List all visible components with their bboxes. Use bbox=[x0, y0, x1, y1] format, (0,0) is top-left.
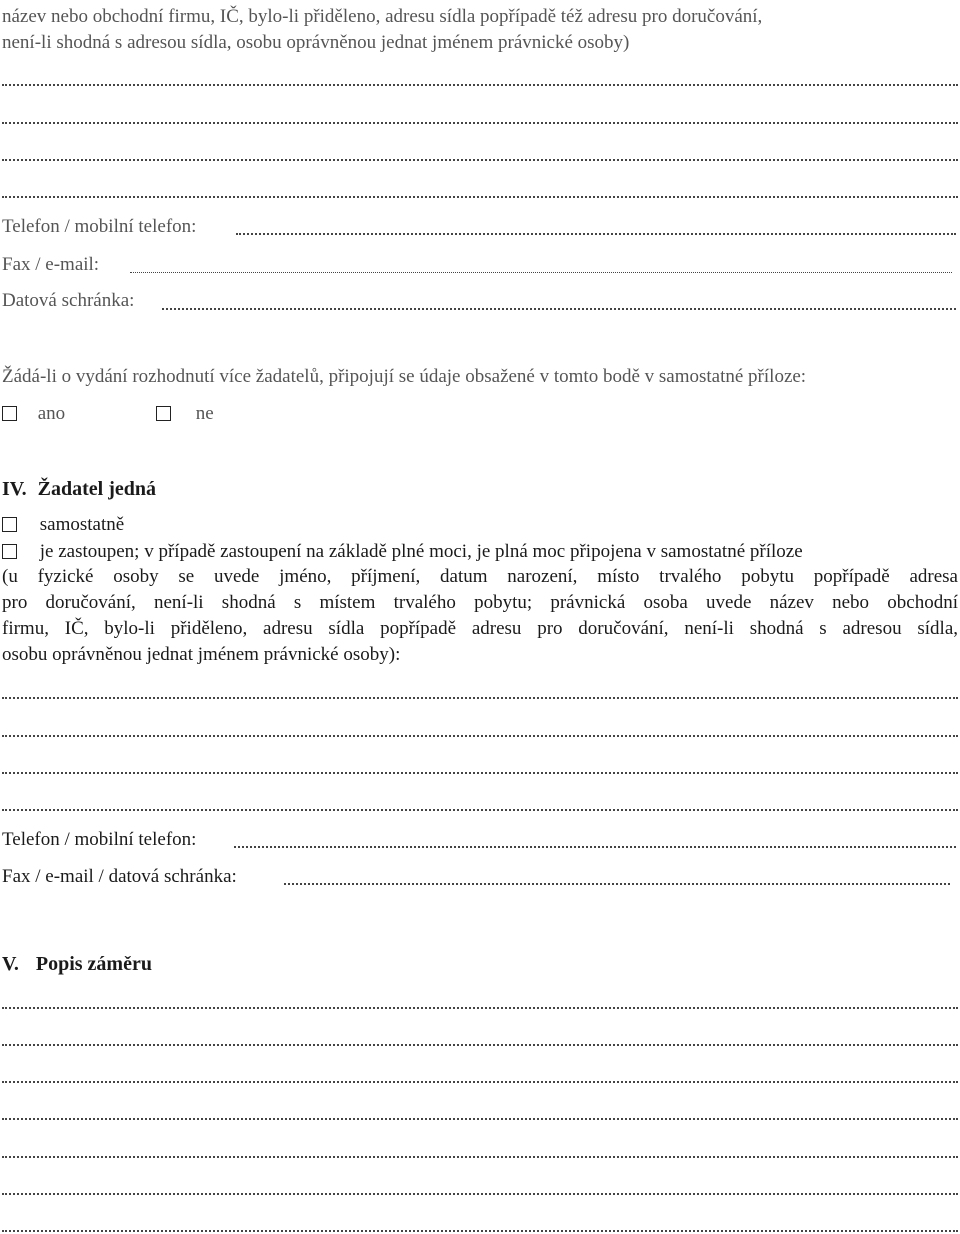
section-v-number: V. bbox=[2, 953, 19, 975]
fax-fill-line[interactable] bbox=[130, 268, 952, 273]
label-no: ne bbox=[195, 403, 214, 424]
section-iv-number: IV. bbox=[2, 478, 27, 500]
fax-databox-label-iv: Fax / e-mail / datová schránka: bbox=[2, 866, 237, 887]
fill-line[interactable] bbox=[2, 693, 958, 699]
fill-line[interactable] bbox=[2, 192, 958, 198]
option-alone-row bbox=[2, 514, 958, 536]
represented-detail-3: firmu, IČ, bylo-li přiděleno, adresu sídla popřípadě adresu pro doručování, není-li shodná s adresou sídla, bbox=[2, 618, 958, 639]
fill-line[interactable] bbox=[2, 1189, 958, 1195]
section-iv-heading bbox=[2, 478, 156, 500]
fax-label: Fax / e-mail: bbox=[2, 254, 100, 275]
fill-line[interactable] bbox=[2, 1077, 958, 1083]
fill-line[interactable] bbox=[2, 805, 958, 811]
checkbox-yes[interactable] bbox=[2, 406, 17, 421]
databox-fill-line[interactable] bbox=[162, 304, 956, 310]
question-options bbox=[2, 403, 958, 425]
fill-line[interactable] bbox=[2, 1152, 958, 1158]
section-v-heading bbox=[2, 953, 152, 975]
fill-line[interactable] bbox=[2, 118, 958, 124]
fill-line[interactable] bbox=[2, 731, 958, 737]
phone-fill-line[interactable] bbox=[236, 229, 956, 235]
phone-label: Telefon / mobilní telefon: bbox=[2, 216, 197, 237]
fax-databox-fill-line-iv[interactable] bbox=[284, 879, 950, 885]
phone-label-iv: Telefon / mobilní telefon: bbox=[2, 829, 197, 850]
fill-line[interactable] bbox=[2, 80, 958, 86]
fill-line[interactable] bbox=[2, 1114, 958, 1120]
option-represented-row bbox=[2, 541, 958, 563]
fill-line[interactable] bbox=[2, 1003, 958, 1009]
section-iv-title: Žadatel jedná bbox=[37, 478, 156, 500]
fill-line[interactable] bbox=[2, 768, 958, 774]
section-v-title: Popis záměru bbox=[35, 953, 152, 975]
checkbox-alone[interactable] bbox=[2, 517, 17, 532]
label-represented: je zastoupen; v případě zastoupení na základě plné moci, je plná moc připojena v samostatné příloze bbox=[39, 541, 803, 562]
phone-fill-line-iv[interactable] bbox=[234, 842, 956, 848]
intro-line-2: není-li shodná s adresou sídla, osobu oprávněnou jednat jménem právnické osoby) bbox=[2, 32, 630, 53]
intro-line-1: název nebo obchodní firmu, IČ, bylo-li přiděleno, adresu sídla popřípadě též adresu pro doručování, bbox=[2, 6, 763, 27]
represented-detail-2: pro doručování, není-li shodná s místem trvalého pobytu; právnická osoba uvede název nebo obchodní bbox=[2, 592, 958, 613]
multiple-applicants-question: Žádá-li o vydání rozhodnutí více žadatelů, připojují se údaje obsažené v tomto bodě v samostatné příloze: bbox=[2, 366, 807, 387]
label-alone: samostatně bbox=[39, 514, 125, 535]
checkbox-represented[interactable] bbox=[2, 544, 17, 559]
fill-line[interactable] bbox=[2, 1226, 958, 1232]
databox-label: Datová schránka: bbox=[2, 290, 135, 311]
represented-detail-4: osobu oprávněnou jednat jménem právnické osoby): bbox=[2, 644, 401, 665]
fill-line[interactable] bbox=[2, 155, 958, 161]
checkbox-no[interactable] bbox=[156, 406, 171, 421]
label-yes: ano bbox=[37, 403, 66, 424]
represented-detail-1: (u fyzické osoby se uvede jméno, příjmení, datum narození, místo trvalého pobytu popřípadě adresa bbox=[2, 566, 958, 587]
fill-line[interactable] bbox=[2, 1040, 958, 1046]
